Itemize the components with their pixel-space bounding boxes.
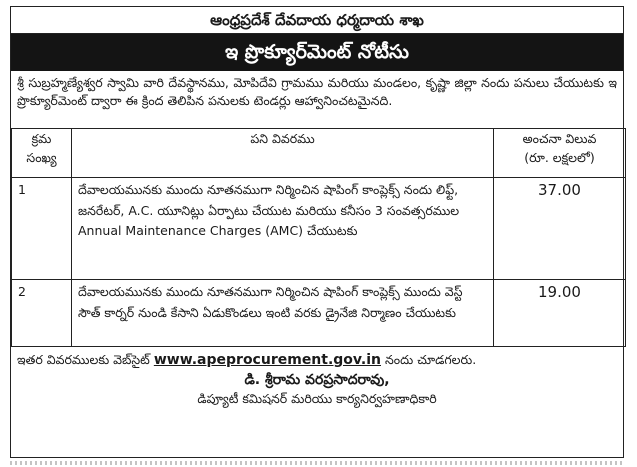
table-row [12, 280, 626, 347]
department-name: ఆంధ్రప్రదేశ్ దేవదాయ ధర్మదాయ శాఖ [11, 7, 623, 34]
amount-header-line2: (రూ. లక్షలలో) [524, 150, 595, 165]
works-table [11, 128, 626, 347]
signatory-name: డి. శ్రీరామ వరప్రసాదరావు, [244, 372, 390, 388]
row-sno: 1 [12, 178, 72, 280]
row-description: దేవాలయమునకు ముందు నూతనముగా నిర్మించిన షాపింగ్ కాంప్లెక్స్ ముందు వెస్ట్ సౌత్ కార్నర్ నుండి కేసాని ఏడుకొండలు ఇంటి వరకు డ్రైనేజి నిర్మాణం చేయుటకు [72, 280, 494, 347]
signatory-designation: డిప్యూటీ కమిషనర్ మరియు కార్యనిర్వహణాధికారి [197, 391, 437, 406]
sno-header-line2: సంఖ్య [26, 150, 57, 165]
footer-suffix: నందు చూడగలరు. [384, 352, 477, 367]
table-row [12, 178, 626, 280]
sno-header-line1: క్రమ [31, 131, 52, 146]
intro-paragraph: శ్రీ సుబ్రహ్మణ్యేశ్వర స్వామి వారి దేవస్థానము, మోపిదేవి గ్రామము మరియు మండలం, కృష్ణా జిల్లా నందు పనులు చేయుటకు ఇ ప్రొక్యూర్‌మెంట్ ద్వారా ఈ క్రింద తెలిపిన పనులకు టెండర్లు ఆహ్వానించటమైనది. [17, 75, 617, 108]
footer-prefix: ఇతర వివరములకు వెబ్‌సైట్ [17, 352, 150, 367]
footer-line [11, 347, 623, 370]
row-amount: 37.00 [494, 178, 626, 280]
row-description: దేవాలయమునకు ముందు నూతనముగా నిర్మించిన షాపింగ్ కాంప్లెక్స్ నందు లిఫ్ట్, జనరేటర్, A.C. యూనిట్లు ఏర్పాటు చేయుట మరియు కనీసం 3 సంవత్సరముల Annual Maintenance Charges (AMC) చేయుటకు [72, 178, 494, 280]
bottom-edge-pattern [10, 461, 624, 465]
amount-header-line1: అంచనా విలువ [522, 131, 597, 146]
row-sno: 2 [12, 280, 72, 347]
tender-notice [10, 6, 624, 458]
amount-header [494, 129, 626, 178]
row-amount: 19.00 [494, 280, 626, 347]
website-link[interactable]: www.apeprocurement.gov.in [153, 352, 381, 368]
description-header: పని వివరము [72, 129, 494, 178]
sno-header [12, 129, 72, 178]
table-header-row [12, 129, 626, 178]
notice-title: ఇ ప్రొక్యూర్‌మెంట్ నోటీసు [11, 34, 623, 71]
